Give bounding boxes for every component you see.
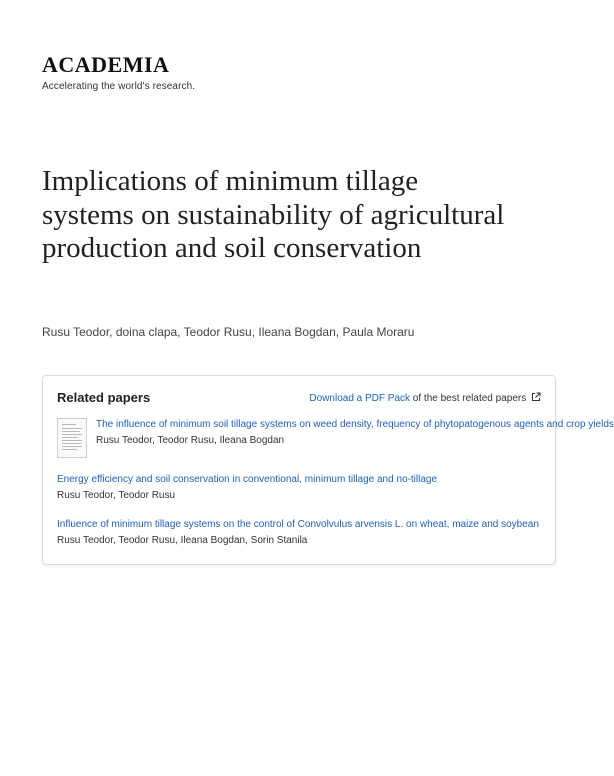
related-paper-1	[96, 419, 614, 446]
related-papers-heading: Related papers	[57, 390, 151, 405]
related-paper-authors-3: Rusu Teodor, Teodor Rusu, Ileana Bogdan, Sorin Stanila	[57, 535, 308, 546]
related-paper-title-1[interactable]: The influence of minimum soil tillage systems on weed density, frequency of phytopatogenous agents and crop yields	[96, 419, 614, 430]
related-paper-3	[57, 519, 541, 546]
academia-logo[interactable]: ACADEMIA	[42, 52, 170, 77]
related-paper-authors-2: Rusu Teodor, Teodor Rusu	[57, 490, 176, 501]
document-title: Implications of minimum tillage systems on sustainability of agricultural production and soil conservation	[42, 165, 505, 264]
download-pdf-pack-link[interactable]: Download a PDF Pack	[309, 393, 411, 404]
document-authors: Rusu Teodor, doina clapa, Teodor Rusu, Ileana Bogdan, Paula Moraru	[42, 325, 415, 339]
related-paper-authors-1: Rusu Teodor, Teodor Rusu, Ileana Bogdan	[96, 435, 285, 446]
tagline: Accelerating the world's research.	[42, 81, 196, 92]
related-paper-title-2[interactable]: Energy efficiency and soil conservation in conventional, minimum tillage and no-tillage	[57, 474, 438, 485]
related-paper-2	[57, 474, 541, 501]
document-thumbnail-icon[interactable]	[57, 418, 87, 458]
pdf-pack-suffix: of the best related papers	[410, 393, 527, 404]
external-link-icon[interactable]	[531, 392, 541, 402]
related-papers-panel	[42, 375, 614, 565]
related-paper-title-3[interactable]: Influence of minimum tillage systems on the control of Convolvulus arvensis L. on wheat, maize and soybean	[57, 519, 539, 530]
pdf-pack-line	[309, 392, 541, 404]
